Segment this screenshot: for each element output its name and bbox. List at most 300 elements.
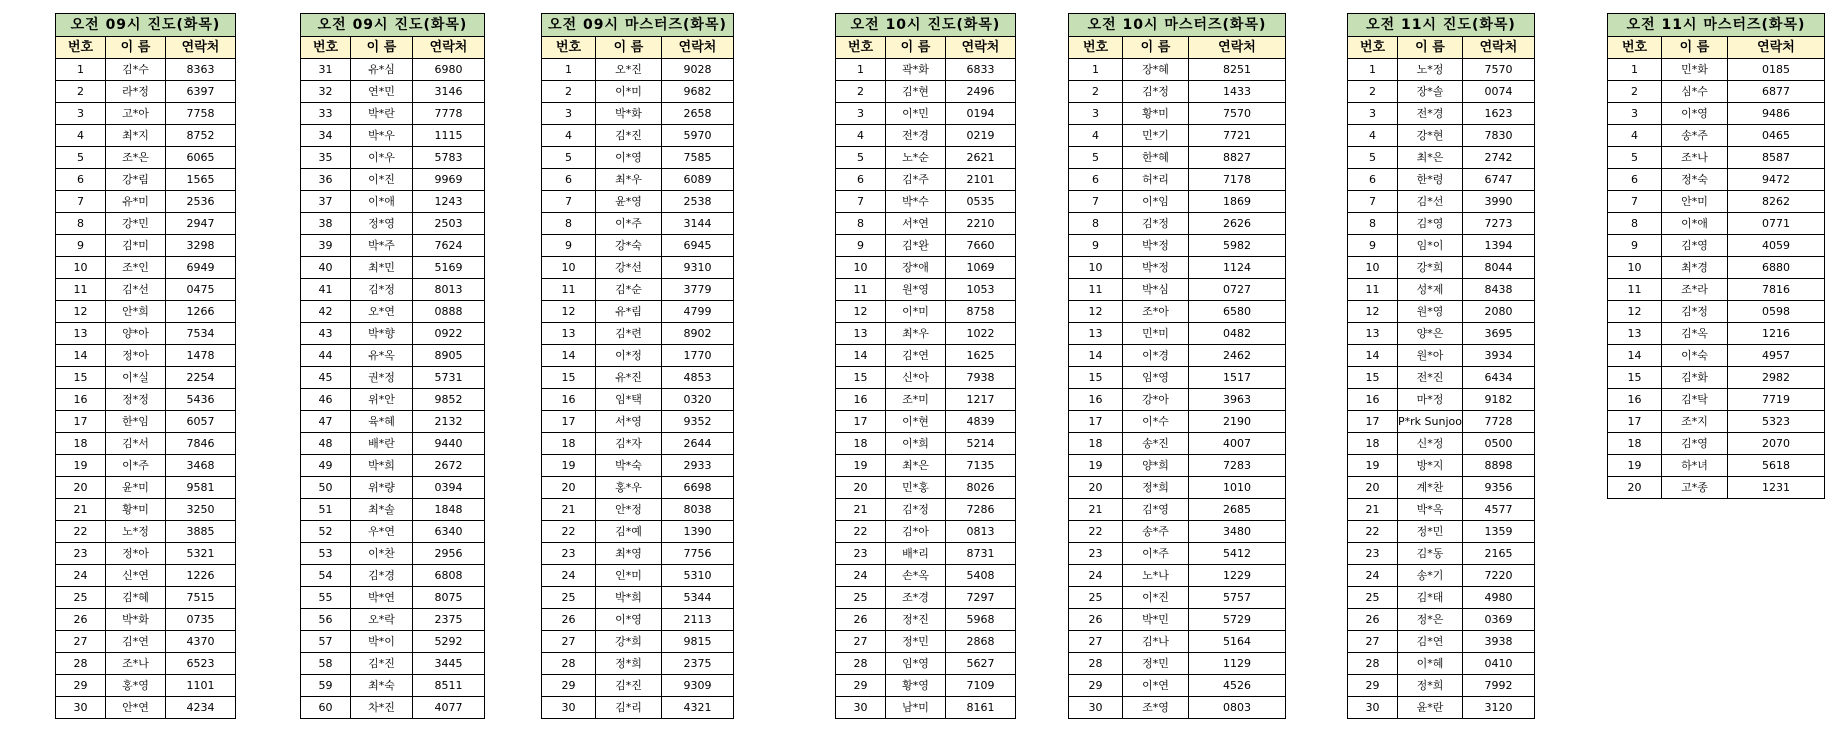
name-cell: 정*희 <box>1398 675 1463 697</box>
phone-cell: 2621 <box>946 147 1016 169</box>
row-number-cell: 8 <box>1608 213 1662 235</box>
table-row <box>56 675 236 697</box>
name-cell: 홍*영 <box>106 675 166 697</box>
name-cell: 장*애 <box>886 257 946 279</box>
row-number-cell: 13 <box>836 323 886 345</box>
table-row <box>56 499 236 521</box>
table-row <box>1608 147 1825 169</box>
phone-cell: 3779 <box>662 279 734 301</box>
name-cell: 김*혜 <box>106 587 166 609</box>
name-cell: 황*영 <box>886 675 946 697</box>
table-row <box>1608 301 1825 323</box>
phone-cell: 5412 <box>1189 543 1286 565</box>
row-number-cell: 13 <box>1608 323 1662 345</box>
row-number-cell: 12 <box>1069 301 1123 323</box>
name-cell: 이*수 <box>1123 411 1189 433</box>
phone-cell: 9356 <box>1462 477 1534 499</box>
phone-cell: 2070 <box>1728 433 1825 455</box>
phone-cell: 4980 <box>1462 587 1534 609</box>
table-row <box>542 433 734 455</box>
name-cell: 이*혜 <box>1398 653 1463 675</box>
name-cell: 이*영 <box>1662 103 1728 125</box>
row-number-cell: 19 <box>1069 455 1123 477</box>
table-title: 오전 10시 마스터즈(화목) <box>1069 14 1286 37</box>
phone-cell: 7719 <box>1728 389 1825 411</box>
table-row <box>836 697 1016 719</box>
table-row <box>1348 279 1535 301</box>
table-row <box>836 521 1016 543</box>
phone-cell: 0482 <box>1189 323 1286 345</box>
phone-cell: 8363 <box>166 59 236 81</box>
name-cell: 조*아 <box>1123 301 1189 323</box>
table-row <box>1608 191 1825 213</box>
table-row <box>1348 389 1535 411</box>
name-cell: 마*정 <box>1398 389 1463 411</box>
table-row <box>836 587 1016 609</box>
row-number-cell: 5 <box>56 147 106 169</box>
phone-cell: 2210 <box>946 213 1016 235</box>
name-cell: 강*선 <box>596 257 662 279</box>
phone-cell: 0320 <box>662 389 734 411</box>
table-row <box>301 565 485 587</box>
row-number-cell: 12 <box>1348 301 1398 323</box>
table-row <box>542 81 734 103</box>
row-number-cell: 27 <box>1348 631 1398 653</box>
row-number-cell: 7 <box>56 191 106 213</box>
row-number-cell: 11 <box>1348 279 1398 301</box>
phone-cell: 4957 <box>1728 345 1825 367</box>
table-row <box>836 125 1016 147</box>
name-cell: 장*혜 <box>1123 59 1189 81</box>
table-row <box>1069 59 1286 81</box>
phone-cell: 7286 <box>946 499 1016 521</box>
table-row <box>542 191 734 213</box>
phone-cell: 0394 <box>413 477 485 499</box>
row-number-cell: 7 <box>1348 191 1398 213</box>
row-number-cell: 9 <box>1608 235 1662 257</box>
row-number-cell: 29 <box>56 675 106 697</box>
name-cell: 박*란 <box>351 103 413 125</box>
phone-cell: 7816 <box>1728 279 1825 301</box>
table-row <box>542 367 734 389</box>
phone-cell: 1565 <box>166 169 236 191</box>
name-cell: 배*리 <box>886 543 946 565</box>
name-cell: 안*정 <box>596 499 662 521</box>
phone-cell: 4007 <box>1189 433 1286 455</box>
row-number-cell: 52 <box>301 521 351 543</box>
name-cell: 이*진 <box>351 169 413 191</box>
table-row <box>836 653 1016 675</box>
row-number-cell: 7 <box>542 191 596 213</box>
phone-cell: 0219 <box>946 125 1016 147</box>
phone-cell: 2496 <box>946 81 1016 103</box>
row-number-cell: 18 <box>836 433 886 455</box>
table-title: 오전 11시 마스터즈(화목) <box>1608 14 1825 37</box>
column-header-phone: 연락처 <box>413 37 485 59</box>
row-number-cell: 18 <box>56 433 106 455</box>
table-row <box>301 147 485 169</box>
name-cell: 곽*화 <box>886 59 946 81</box>
roster-table-5 <box>1068 13 1286 719</box>
table-row <box>1348 543 1535 565</box>
table-row <box>1348 609 1535 631</box>
name-cell: 박*우 <box>351 125 413 147</box>
row-number-cell: 40 <box>301 257 351 279</box>
row-number-cell: 16 <box>56 389 106 411</box>
row-number-cell: 23 <box>542 543 596 565</box>
name-cell: 심*수 <box>1662 81 1728 103</box>
phone-cell: 6523 <box>166 653 236 675</box>
table-row <box>1069 103 1286 125</box>
name-cell: 오*락 <box>351 609 413 631</box>
table-row <box>542 631 734 653</box>
table-row <box>836 477 1016 499</box>
row-number-cell: 20 <box>836 477 886 499</box>
name-cell: 이*희 <box>886 433 946 455</box>
row-number-cell: 15 <box>1348 367 1398 389</box>
phone-cell: 7721 <box>1189 125 1286 147</box>
table-row <box>542 169 734 191</box>
row-number-cell: 54 <box>301 565 351 587</box>
table-row <box>836 543 1016 565</box>
name-cell: 오*진 <box>596 59 662 81</box>
row-number-cell: 12 <box>542 301 596 323</box>
row-number-cell: 6 <box>1069 169 1123 191</box>
row-number-cell: 41 <box>301 279 351 301</box>
row-number-cell: 2 <box>542 81 596 103</box>
phone-cell: 3445 <box>413 653 485 675</box>
phone-cell: 2132 <box>413 411 485 433</box>
name-cell: 김*옥 <box>1662 323 1728 345</box>
name-cell: 정*희 <box>1123 477 1189 499</box>
name-cell: 권*정 <box>351 367 413 389</box>
table-row <box>1069 235 1286 257</box>
name-cell: 이*숙 <box>1662 345 1728 367</box>
name-cell: 정*아 <box>106 345 166 367</box>
table-row <box>56 653 236 675</box>
table-row <box>301 455 485 477</box>
name-cell: 위*안 <box>351 389 413 411</box>
row-number-cell: 2 <box>1069 81 1123 103</box>
name-cell: 조*나 <box>1662 147 1728 169</box>
name-cell: 김*정 <box>1123 213 1189 235</box>
phone-cell: 5731 <box>413 367 485 389</box>
table-row <box>1348 477 1535 499</box>
name-cell: 김*진 <box>596 675 662 697</box>
table-row <box>56 301 236 323</box>
table-row <box>1608 323 1825 345</box>
table-row <box>1608 235 1825 257</box>
phone-cell: 2947 <box>166 213 236 235</box>
name-cell: 이*민 <box>886 103 946 125</box>
row-number-cell: 16 <box>542 389 596 411</box>
name-cell: 박*주 <box>351 235 413 257</box>
phone-cell: 8902 <box>662 323 734 345</box>
name-cell: 김*영 <box>1662 235 1728 257</box>
row-number-cell: 23 <box>1348 543 1398 565</box>
table-row <box>542 477 734 499</box>
phone-cell: 9309 <box>662 675 734 697</box>
phone-cell: 8026 <box>946 477 1016 499</box>
table-row <box>1348 323 1535 345</box>
name-cell: 임*영 <box>1123 367 1189 389</box>
phone-cell: 5310 <box>662 565 734 587</box>
row-number-cell: 19 <box>836 455 886 477</box>
row-number-cell: 6 <box>836 169 886 191</box>
name-cell: 강*현 <box>1398 125 1463 147</box>
phone-cell: 7135 <box>946 455 1016 477</box>
name-cell: 조*라 <box>1662 279 1728 301</box>
phone-cell: 1478 <box>166 345 236 367</box>
row-number-cell: 4 <box>56 125 106 147</box>
table-row <box>1348 697 1535 719</box>
table-row <box>56 147 236 169</box>
table-row <box>301 433 485 455</box>
row-number-cell: 4 <box>1348 125 1398 147</box>
phone-cell: 7570 <box>1189 103 1286 125</box>
table-row <box>1069 543 1286 565</box>
phone-cell: 2685 <box>1189 499 1286 521</box>
row-number-cell: 31 <box>301 59 351 81</box>
name-cell: 송*주 <box>1123 521 1189 543</box>
row-number-cell: 19 <box>56 455 106 477</box>
column-header-name: 이 름 <box>1398 37 1463 59</box>
phone-cell: 0369 <box>1462 609 1534 631</box>
row-number-cell: 15 <box>542 367 596 389</box>
name-cell: 김*예 <box>596 521 662 543</box>
table-row <box>542 543 734 565</box>
phone-cell: 8438 <box>1462 279 1534 301</box>
table-row <box>1348 499 1535 521</box>
table-row <box>836 565 1016 587</box>
phone-cell: 6880 <box>1728 257 1825 279</box>
table-title: 오전 09시 진도(화목) <box>56 14 236 37</box>
phone-cell: 1869 <box>1189 191 1286 213</box>
table-row <box>542 103 734 125</box>
table-row <box>301 543 485 565</box>
row-number-cell: 53 <box>301 543 351 565</box>
row-number-cell: 29 <box>542 675 596 697</box>
name-cell: 송*주 <box>1662 125 1728 147</box>
name-cell: 박*숙 <box>596 455 662 477</box>
name-cell: 김*탁 <box>1662 389 1728 411</box>
row-number-cell: 22 <box>836 521 886 543</box>
phone-cell: 5968 <box>946 609 1016 631</box>
phone-cell: 7830 <box>1462 125 1534 147</box>
table-row <box>1069 81 1286 103</box>
name-cell: 정*영 <box>351 213 413 235</box>
name-cell: 배*란 <box>351 433 413 455</box>
name-cell: 최*솔 <box>351 499 413 521</box>
name-cell: 허*리 <box>1123 169 1189 191</box>
name-cell: 조*영 <box>1123 697 1189 719</box>
row-number-cell: 6 <box>542 169 596 191</box>
row-number-cell: 28 <box>1069 653 1123 675</box>
row-number-cell: 18 <box>1069 433 1123 455</box>
phone-cell: 8898 <box>1462 455 1534 477</box>
phone-cell: 0475 <box>166 279 236 301</box>
table-row <box>542 697 734 719</box>
table-row <box>1348 433 1535 455</box>
table-row <box>1069 499 1286 521</box>
name-cell: 김*영 <box>1398 213 1463 235</box>
phone-cell: 5169 <box>413 257 485 279</box>
table-row <box>542 499 734 521</box>
table-row <box>1069 191 1286 213</box>
name-cell: 윤*미 <box>106 477 166 499</box>
name-cell: 강*희 <box>596 631 662 653</box>
row-number-cell: 19 <box>542 455 596 477</box>
table-row <box>56 169 236 191</box>
table-row <box>56 433 236 455</box>
name-cell: 김*경 <box>351 565 413 587</box>
row-number-cell: 10 <box>542 257 596 279</box>
phone-cell: 1229 <box>1189 565 1286 587</box>
phone-cell: 3298 <box>166 235 236 257</box>
row-number-cell: 1 <box>1069 59 1123 81</box>
row-number-cell: 3 <box>836 103 886 125</box>
table-title: 오전 10시 진도(화목) <box>836 14 1016 37</box>
table-row <box>1608 125 1825 147</box>
phone-cell: 9182 <box>1462 389 1534 411</box>
name-cell: 계*찬 <box>1398 477 1463 499</box>
phone-cell: 1433 <box>1189 81 1286 103</box>
column-header-number: 번호 <box>301 37 351 59</box>
name-cell: 원*영 <box>886 279 946 301</box>
phone-cell: 8511 <box>413 675 485 697</box>
table-row <box>1348 367 1535 389</box>
name-cell: 최*우 <box>886 323 946 345</box>
name-cell: P*rk Sunjoo <box>1398 411 1463 433</box>
name-cell: 최*은 <box>886 455 946 477</box>
row-number-cell: 14 <box>1608 345 1662 367</box>
name-cell: 이*미 <box>886 301 946 323</box>
phone-cell: 5627 <box>946 653 1016 675</box>
phone-cell: 7283 <box>1189 455 1286 477</box>
row-number-cell: 3 <box>56 103 106 125</box>
table-row <box>301 279 485 301</box>
phone-cell: 2982 <box>1728 367 1825 389</box>
phone-cell: 6949 <box>166 257 236 279</box>
name-cell: 민*기 <box>1123 125 1189 147</box>
name-cell: 김*정 <box>1123 81 1189 103</box>
phone-cell: 7846 <box>166 433 236 455</box>
table-title: 오전 11시 진도(화목) <box>1348 14 1535 37</box>
name-cell: 윤*란 <box>1398 697 1463 719</box>
table-row <box>56 125 236 147</box>
table-row <box>836 609 1016 631</box>
row-number-cell: 13 <box>1069 323 1123 345</box>
table-row <box>1069 169 1286 191</box>
name-cell: 김*화 <box>1662 367 1728 389</box>
phone-cell: 7756 <box>662 543 734 565</box>
row-number-cell: 8 <box>1069 213 1123 235</box>
table-row <box>301 103 485 125</box>
name-cell: 박*심 <box>1123 279 1189 301</box>
name-cell: 정*민 <box>1398 521 1463 543</box>
phone-cell: 7570 <box>1462 59 1534 81</box>
name-cell: 원*영 <box>1398 301 1463 323</box>
row-number-cell: 7 <box>836 191 886 213</box>
row-number-cell: 29 <box>1069 675 1123 697</box>
row-number-cell: 4 <box>1608 125 1662 147</box>
name-cell: 고*아 <box>106 103 166 125</box>
name-cell: 서*연 <box>886 213 946 235</box>
phone-cell: 3938 <box>1462 631 1534 653</box>
table-row <box>301 367 485 389</box>
row-number-cell: 6 <box>56 169 106 191</box>
row-number-cell: 2 <box>56 81 106 103</box>
table-row <box>1608 367 1825 389</box>
name-cell: 최*은 <box>1398 147 1463 169</box>
phone-cell: 1115 <box>413 125 485 147</box>
row-number-cell: 21 <box>1069 499 1123 521</box>
phone-cell: 2165 <box>1462 543 1534 565</box>
phone-cell: 1124 <box>1189 257 1286 279</box>
name-cell: 강*아 <box>1123 389 1189 411</box>
table-row <box>301 213 485 235</box>
phone-cell: 5344 <box>662 587 734 609</box>
table-row <box>1348 81 1535 103</box>
row-number-cell: 14 <box>56 345 106 367</box>
row-number-cell: 25 <box>1069 587 1123 609</box>
phone-cell: 2113 <box>662 609 734 631</box>
phone-cell: 1625 <box>946 345 1016 367</box>
name-cell: 조*미 <box>886 389 946 411</box>
phone-cell: 6747 <box>1462 169 1534 191</box>
row-number-cell: 29 <box>836 675 886 697</box>
table-row <box>1608 477 1825 499</box>
table-row <box>836 455 1016 477</box>
row-number-cell: 23 <box>56 543 106 565</box>
phone-cell: 0598 <box>1728 301 1825 323</box>
table-row <box>1069 147 1286 169</box>
row-number-cell: 30 <box>1348 697 1398 719</box>
row-number-cell: 22 <box>1069 521 1123 543</box>
table-row <box>1348 59 1535 81</box>
table-row <box>1348 301 1535 323</box>
phone-cell: 1022 <box>946 323 1016 345</box>
name-cell: 김*미 <box>106 235 166 257</box>
phone-cell: 7758 <box>166 103 236 125</box>
phone-cell: 7220 <box>1462 565 1534 587</box>
table-row <box>1348 147 1535 169</box>
name-cell: 강*민 <box>106 213 166 235</box>
row-number-cell: 9 <box>1348 235 1398 257</box>
phone-cell: 0500 <box>1462 433 1534 455</box>
table-row <box>1608 81 1825 103</box>
phone-cell: 9440 <box>413 433 485 455</box>
row-number-cell: 2 <box>1608 81 1662 103</box>
phone-cell: 7624 <box>413 235 485 257</box>
phone-cell: 1359 <box>1462 521 1534 543</box>
name-cell: 성*제 <box>1398 279 1463 301</box>
row-number-cell: 11 <box>836 279 886 301</box>
name-cell: 정*민 <box>886 631 946 653</box>
name-cell: 이*주 <box>1123 543 1189 565</box>
phone-cell: 4370 <box>166 631 236 653</box>
phone-cell: 0771 <box>1728 213 1825 235</box>
name-cell: 조*나 <box>106 653 166 675</box>
row-number-cell: 23 <box>1069 543 1123 565</box>
phone-cell: 3250 <box>166 499 236 521</box>
name-cell: 한*혜 <box>1123 147 1189 169</box>
phone-cell: 4234 <box>166 697 236 719</box>
row-number-cell: 25 <box>836 587 886 609</box>
row-number-cell: 26 <box>542 609 596 631</box>
phone-cell: 8038 <box>662 499 734 521</box>
row-number-cell: 10 <box>1069 257 1123 279</box>
